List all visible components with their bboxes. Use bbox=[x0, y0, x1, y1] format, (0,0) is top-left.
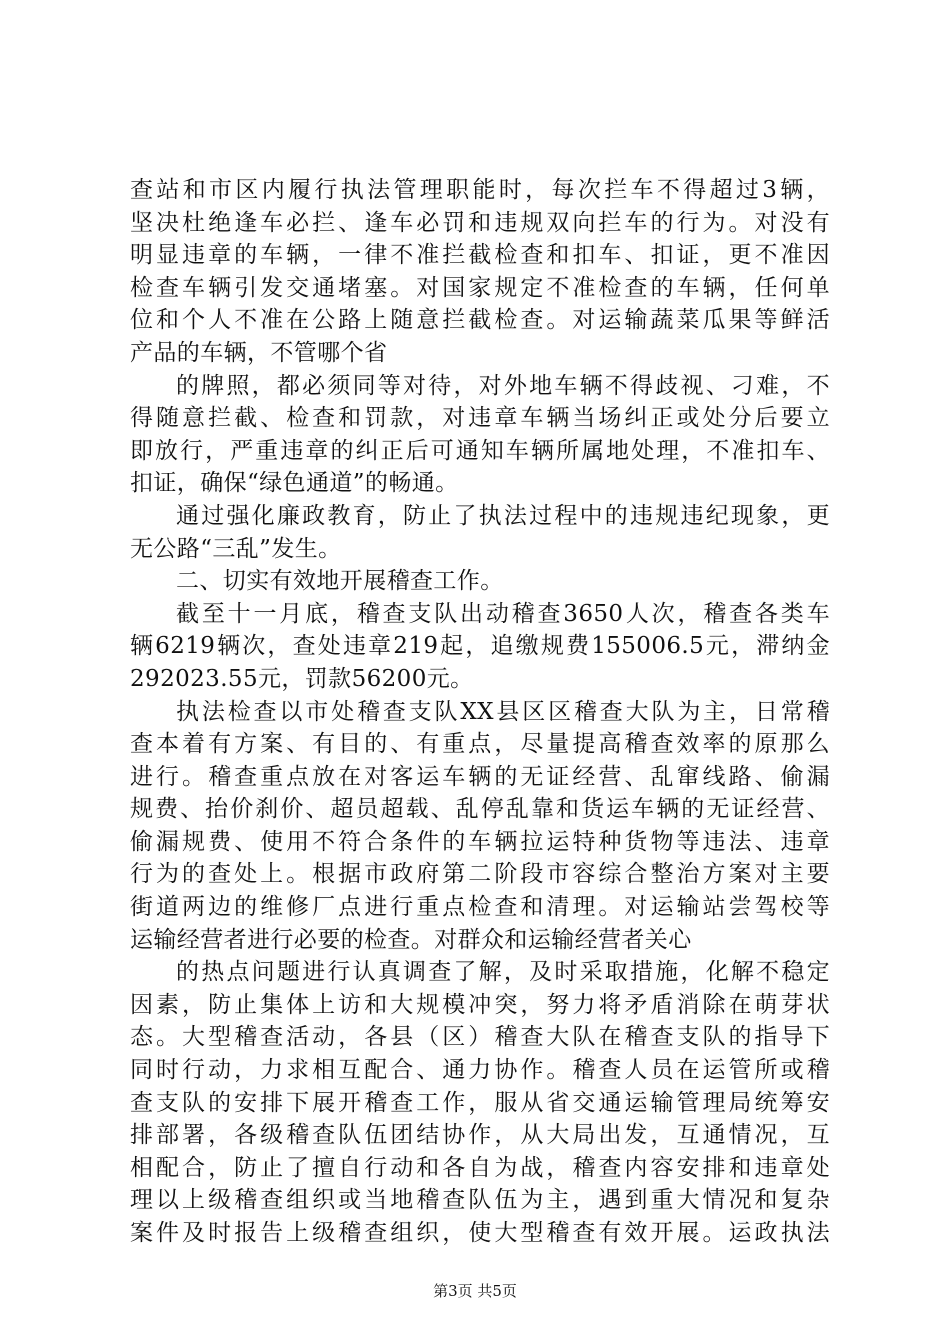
text-line: 街道两边的维修厂点进行重点检查和清理。对运输站尝驾校等 bbox=[130, 894, 830, 921]
text-line: 位和个人不准在公路上随意拦截检查。对运输蔬菜瓜果等鲜活 bbox=[130, 307, 830, 334]
text-line: 案件及时报告上级稽查组织，使大型稽查有效开展。运政执法 bbox=[130, 1220, 830, 1246]
text-line: 进行。稽查重点放在对客运车辆的无证经营、乱窜线路、偷漏 bbox=[130, 763, 830, 790]
text-line: 二、切实有效地开展稽查工作。 bbox=[176, 568, 504, 595]
text-line: 查站和市区内履行执法管理职能时，每次拦车不得超过3辆， bbox=[130, 177, 830, 203]
text-line: 同时行动，力求相互配合、通力协作。稽查人员在运管所或稽 bbox=[130, 1057, 830, 1084]
text-line: 查支队的安排下展开稽查工作，服从省交通运输管理局统筹安 bbox=[130, 1089, 830, 1116]
text-line: 查本着有方案、有目的、有重点，尽量提高稽查效率的原那么 bbox=[130, 731, 830, 758]
document-body bbox=[130, 174, 830, 1250]
text-line: 规费、抬价刹价、超员超载、乱停乱靠和货运车辆的无证经营、 bbox=[130, 796, 830, 823]
text-line: 检查车辆引发交通堵塞。对国家规定不准检查的车辆，任何单 bbox=[130, 274, 830, 301]
text-line: 通过强化廉政教育，防止了执法过程中的违规违纪现象，更 bbox=[176, 502, 830, 529]
text-line: 态。大型稽查活动，各县（区）稽查大队在稽查支队的指导下 bbox=[130, 1024, 830, 1051]
text-line: 即放行，严重违章的纠正后可通知车辆所属地处理，不准扣车、 bbox=[130, 437, 830, 464]
text-line: 无公路“三乱”发生。 bbox=[130, 535, 342, 562]
text-line: 的牌照，都必须同等对待，对外地车辆不得歧视、刁难，不 bbox=[176, 372, 830, 399]
text-line: 得随意拦截、检查和罚款，对违章车辆当场纠正或处分后要立 bbox=[130, 405, 830, 432]
text-line: 292023.55元，罚款56200元。 bbox=[130, 665, 474, 692]
text-line: 行为的查处上。根据市政府第二阶段市容综合整治方案对主要 bbox=[130, 861, 830, 888]
text-line: 理以上级稽查组织或当地稽查队伍为主，遇到重大情况和复杂 bbox=[130, 1187, 830, 1214]
page-footer: 第3页 共5页 bbox=[433, 1282, 517, 1300]
text-line: 执法检查以市处稽查支队XX县区区稽查大队为主，日常稽 bbox=[176, 698, 830, 725]
text-line: 明显违章的车辆，一律不准拦截检查和扣车、扣证，更不准因 bbox=[130, 242, 830, 269]
text-line: 的热点问题进行认真调查了解，及时采取措施，化解不稳定 bbox=[176, 959, 830, 986]
text-line: 相配合，防止了擅自行动和各自为战，稽查内容安排和违章处 bbox=[130, 1154, 830, 1181]
text-line: 运输经营者进行必要的检查。对群众和运输经营者关心 bbox=[130, 926, 692, 953]
text-line: 坚决杜绝逢车必拦、逢车必罚和违规双向拦车的行为。对没有 bbox=[130, 209, 830, 236]
text-line: 偷漏规费、使用不符合条件的车辆拉运特种货物等违法、违章 bbox=[130, 828, 830, 855]
text-line: 排部署，各级稽查队伍团结协作，从大局出发，互通情况，互 bbox=[130, 1122, 830, 1149]
text-line: 辆6219辆次，查处违章219起，追缴规费155006.5元，滞纳金 bbox=[130, 633, 830, 660]
text-line: 因素，防止集体上访和大规模冲突，努力将矛盾消除在萌芽状 bbox=[130, 991, 830, 1018]
text-line: 截至十一月底，稽查支队出动稽查3650人次，稽查各类车 bbox=[176, 600, 830, 627]
text-line: 产品的车辆，不管哪个省 bbox=[130, 339, 388, 366]
text-line: 扣证，确保“绿色通道”的畅通。 bbox=[130, 470, 459, 497]
